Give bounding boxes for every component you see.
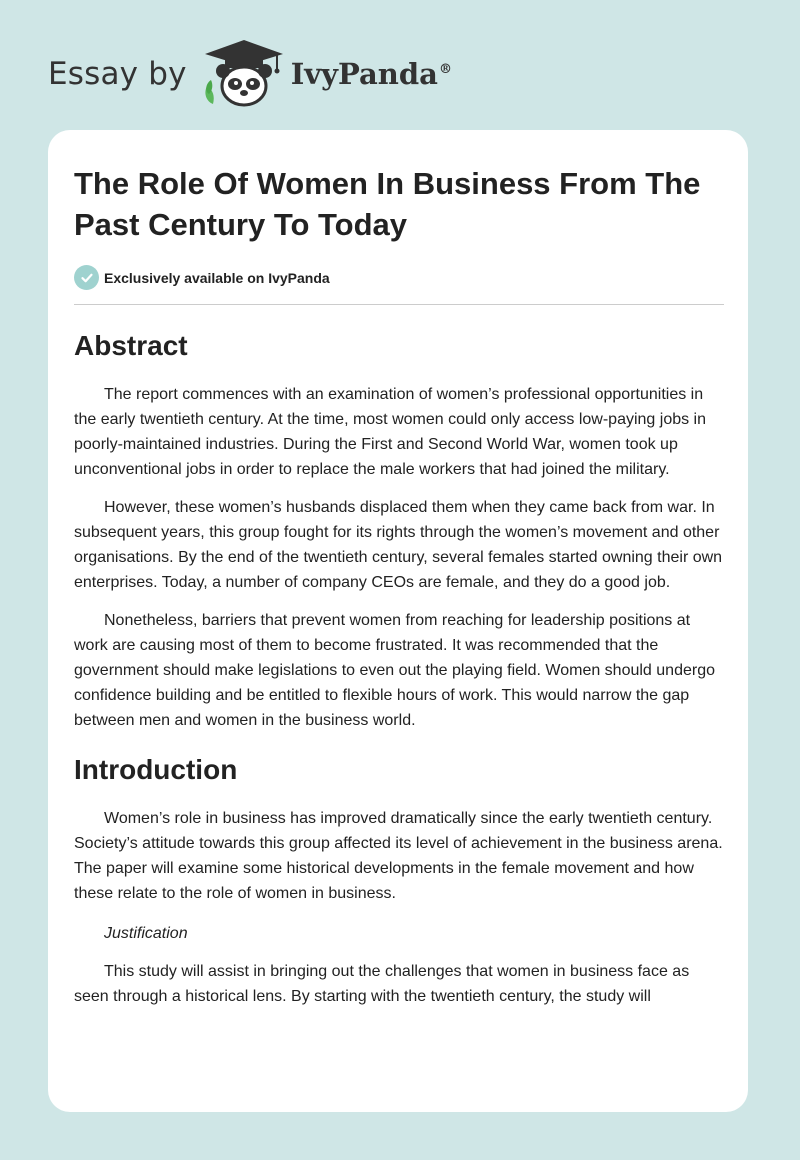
- registered-mark: ®: [438, 62, 452, 78]
- section-heading-abstract: Abstract: [74, 330, 188, 361]
- abstract-paragraph-1: The report commences with an examination of women’s professional opportunities in the early twentieth century. At the time, most women could only access low-paying jobs in poorly-maintained industries. During the First and Second World War, women took up unconventional jobs in order to replace the male workers that had joined the military.: [74, 386, 707, 478]
- exclusive-badge: [74, 265, 724, 290]
- check-icon: [74, 265, 99, 290]
- abstract-paragraph-3: Nonetheless, barriers that prevent women from reaching for leadership positions at work are causing most of them to become frustrated. It was recommended that the government should make legislations to even out the playing field. Women should undergo confidence building and be entitled to flexible hours of work. This would narrow the gap between men and women in the business world.: [74, 612, 715, 729]
- subheading-justification: Justification: [104, 925, 188, 942]
- panda-logo-icon[interactable]: [201, 36, 287, 113]
- introduction-paragraph-1: Women’s role in business has improved dramatically since the early twentieth century. Society’s attitude towards this group affected its level of achievement in the business arena. The paper will examine some historical developments in the female movement and how these relate to the role of women in business.: [74, 810, 723, 902]
- brand-name[interactable]: IvyPanda®: [290, 57, 452, 91]
- exclusive-label: Exclusively available on IvyPanda: [104, 269, 330, 286]
- essay-title: The Role Of Women In Business From The Past Century To Today: [74, 166, 701, 242]
- site-header: [48, 34, 452, 114]
- abstract-paragraph-2: However, these women’s husbands displaced them when they came back from war. In subsequent years, this group fought for its rights through the women’s movement and other organisations. By the end of the twentieth century, several females started owning their own enterprises. Today, a number of company CEOs are female, and they do a good job.: [74, 499, 723, 591]
- essay-by-label: Essay by: [48, 56, 187, 92]
- section-heading-introduction: Introduction: [74, 754, 238, 785]
- essay-content: [74, 163, 724, 1009]
- essay-card: [48, 130, 748, 1112]
- justification-paragraph-1: This study will assist in bringing out the challenges that women in business face as seen through a historical lens. By starting with the twentieth century, the study will: [74, 963, 690, 1005]
- title-divider: [74, 304, 724, 305]
